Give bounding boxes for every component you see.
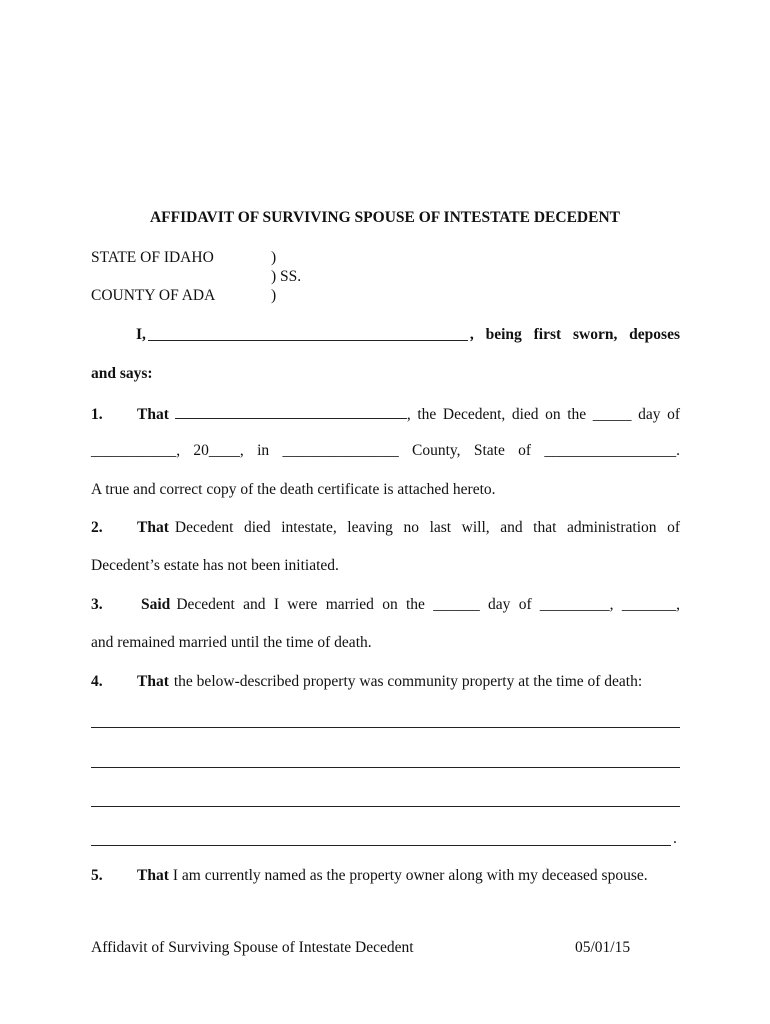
paragraph-lead: That xyxy=(137,867,169,884)
paragraph-4 xyxy=(91,673,680,691)
intro-i: I, xyxy=(136,326,146,343)
paragraph-1-line3: A true and correct copy of the death certificate is attached hereto. xyxy=(91,481,496,498)
paragraph-text: Decedent died intestate, leaving no last will, and that administration of xyxy=(174,519,680,536)
paragraph-number: 3. xyxy=(91,596,103,613)
property-line[interactable] xyxy=(91,767,680,768)
paragraph-2-line2: Decedent’s estate has not been initiated. xyxy=(91,557,339,574)
paragraph-lead: Said xyxy=(141,596,171,613)
paragraph-text: the below-described property was community property at the time of death: xyxy=(173,673,643,690)
paragraph-3-line2: and remained married until the time of death. xyxy=(91,634,372,651)
footer-title: Affidavit of Surviving Spouse of Intestate Decedent xyxy=(91,939,414,956)
paragraph-number: 4. xyxy=(91,673,103,690)
paragraph-1-line2[interactable]: ___________, 20____, in _______________ County, State of _________________. xyxy=(91,442,680,459)
paragraph-5 xyxy=(91,867,680,885)
property-line[interactable] xyxy=(91,806,680,807)
property-line-period: . xyxy=(673,830,677,847)
venue-paren: ) xyxy=(271,249,277,266)
intro-line2: and says: xyxy=(91,365,153,382)
paragraph-lead: That xyxy=(137,406,169,423)
paragraph-number: 1. xyxy=(91,406,103,423)
venue-paren: ) xyxy=(271,287,277,304)
footer-date: 05/01/15 xyxy=(575,939,631,956)
paragraph-text: , the Decedent, died on the _____ day of xyxy=(406,406,680,423)
venue-state: STATE OF IDAHO xyxy=(91,249,214,266)
decedent-name-blank[interactable] xyxy=(175,404,407,419)
paragraph-1 xyxy=(91,404,680,424)
intro-rest: , being first sworn, deposes xyxy=(469,326,680,343)
venue-ss: ) SS. xyxy=(271,268,302,285)
intro-line xyxy=(136,326,680,344)
paragraph-lead: That xyxy=(137,519,169,536)
paragraph-lead: That xyxy=(137,673,169,690)
paragraph-number: 2. xyxy=(91,519,103,536)
paragraph-3 xyxy=(91,596,680,614)
property-line[interactable] xyxy=(91,727,680,728)
venue-county: COUNTY OF ADA xyxy=(91,287,216,304)
paragraph-text: I am currently named as the property owner along with my deceased spouse. xyxy=(172,867,648,884)
affiant-name-blank[interactable] xyxy=(148,326,468,341)
paragraph-2 xyxy=(91,519,680,537)
paragraph-number: 5. xyxy=(91,867,103,884)
property-line[interactable] xyxy=(91,845,671,846)
document-title: AFFIDAVIT OF SURVIVING SPOUSE OF INTESTATE DECEDENT xyxy=(149,209,620,226)
paragraph-text[interactable]: Decedent and I were married on the ______ day of _________, _______, xyxy=(176,596,680,613)
